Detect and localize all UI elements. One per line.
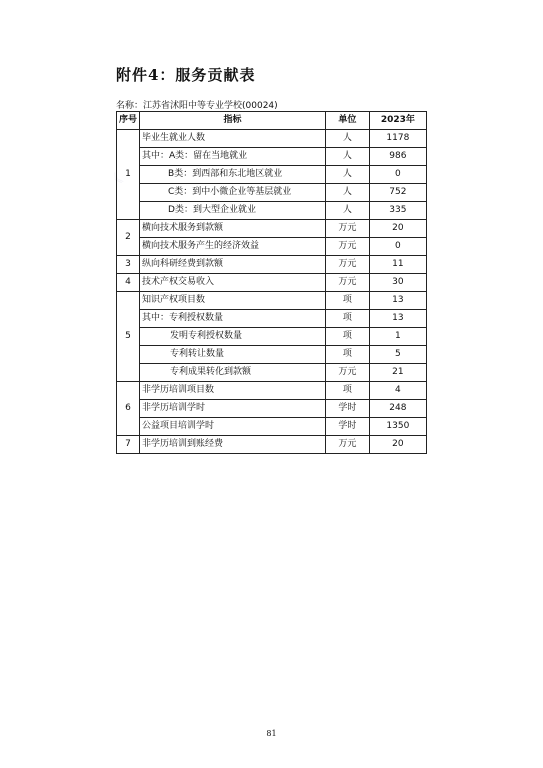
indicator-cell: B类：到西部和东北地区就业 [140,166,326,184]
indicator-cell: 公益项目培训学时 [140,418,326,436]
unit-cell: 项 [325,310,369,328]
unit-cell: 项 [325,292,369,310]
table-row [117,418,427,436]
table-row [117,310,427,328]
indicator-cell: 发明专利授权数量 [140,328,326,346]
indicator-cell: 横向技术服务到款额 [140,220,326,238]
unit-cell: 学时 [325,400,369,418]
table-row [117,238,427,256]
value-cell: 20 [369,220,426,238]
table-row [117,274,427,292]
table-header-row [117,112,427,130]
indicator-cell: 专利成果转化到款额 [140,364,326,382]
seq-cell: 1 [117,130,140,220]
seq-cell: 4 [117,274,140,292]
table-row [117,346,427,364]
indicator-cell: 技术产权交易收入 [140,274,326,292]
indicator-cell: 非学历培训项目数 [140,382,326,400]
value-cell: 0 [369,238,426,256]
unit-cell: 人 [325,184,369,202]
unit-cell: 万元 [325,256,369,274]
seq-cell: 6 [117,382,140,436]
seq-cell: 2 [117,220,140,256]
indicator-cell: 横向技术服务产生的经济效益 [140,238,326,256]
table-row [117,148,427,166]
header-indicator: 指标 [140,112,326,130]
indicator-cell: 纵向科研经费到款额 [140,256,326,274]
table-row [117,256,427,274]
table-row [117,202,427,220]
indicator-cell: 毕业生就业人数 [140,130,326,148]
watermark: 《 [106,171,126,192]
indicator-cell: 知识产权项目数 [140,292,326,310]
value-cell: 986 [369,148,426,166]
unit-cell: 项 [325,382,369,400]
page-title: 附件4：服务贡献表 [116,66,256,84]
seq-cell: 5 [117,292,140,382]
indicator-cell: 非学历培训学时 [140,400,326,418]
table-body [117,130,427,454]
unit-cell: 人 [325,202,369,220]
unit-cell: 万元 [325,274,369,292]
unit-cell: 万元 [325,436,369,454]
unit-cell: 万元 [325,238,369,256]
unit-cell: 项 [325,328,369,346]
unit-name: 名称：江苏省沭阳中等专业学校(00024) [116,101,278,111]
value-cell: 752 [369,184,426,202]
header-year: 2023年 [369,112,426,130]
unit-cell: 万元 [325,364,369,382]
table-row [117,436,427,454]
unit-cell: 项 [325,346,369,364]
unit-cell: 人 [325,166,369,184]
value-cell: 13 [369,292,426,310]
table-row [117,220,427,238]
indicator-cell: 其中：专利授权数量 [140,310,326,328]
unit-cell: 人 [325,130,369,148]
value-cell: 1 [369,328,426,346]
table-row [117,184,427,202]
table-row [117,400,427,418]
value-cell: 0 [369,166,426,184]
header-seq: 序号 [117,112,140,130]
unit-cell: 学时 [325,418,369,436]
value-cell: 248 [369,400,426,418]
value-cell: 21 [369,364,426,382]
value-cell: 20 [369,436,426,454]
value-cell: 335 [369,202,426,220]
value-cell: 30 [369,274,426,292]
value-cell: 11 [369,256,426,274]
page-number: 81 [266,729,277,738]
table-row [117,364,427,382]
table-row [117,292,427,310]
table-row [117,382,427,400]
value-cell: 1350 [369,418,426,436]
seq-cell: 7 [117,436,140,454]
unit-cell: 人 [325,148,369,166]
value-cell: 13 [369,310,426,328]
indicator-cell: 专利转让数量 [140,346,326,364]
service-contribution-table [116,111,427,454]
value-cell: 5 [369,346,426,364]
indicator-cell: C类：到中小微企业等基层就业 [140,184,326,202]
seq-cell: 3 [117,256,140,274]
table-row [117,130,427,148]
indicator-cell: 非学历培训到账经费 [140,436,326,454]
value-cell: 4 [369,382,426,400]
header-unit: 单位 [325,112,369,130]
value-cell: 1178 [369,130,426,148]
table-row [117,328,427,346]
indicator-cell: 其中：A类：留在当地就业 [140,148,326,166]
table-row [117,166,427,184]
indicator-cell: D类：到大型企业就业 [140,202,326,220]
unit-cell: 万元 [325,220,369,238]
